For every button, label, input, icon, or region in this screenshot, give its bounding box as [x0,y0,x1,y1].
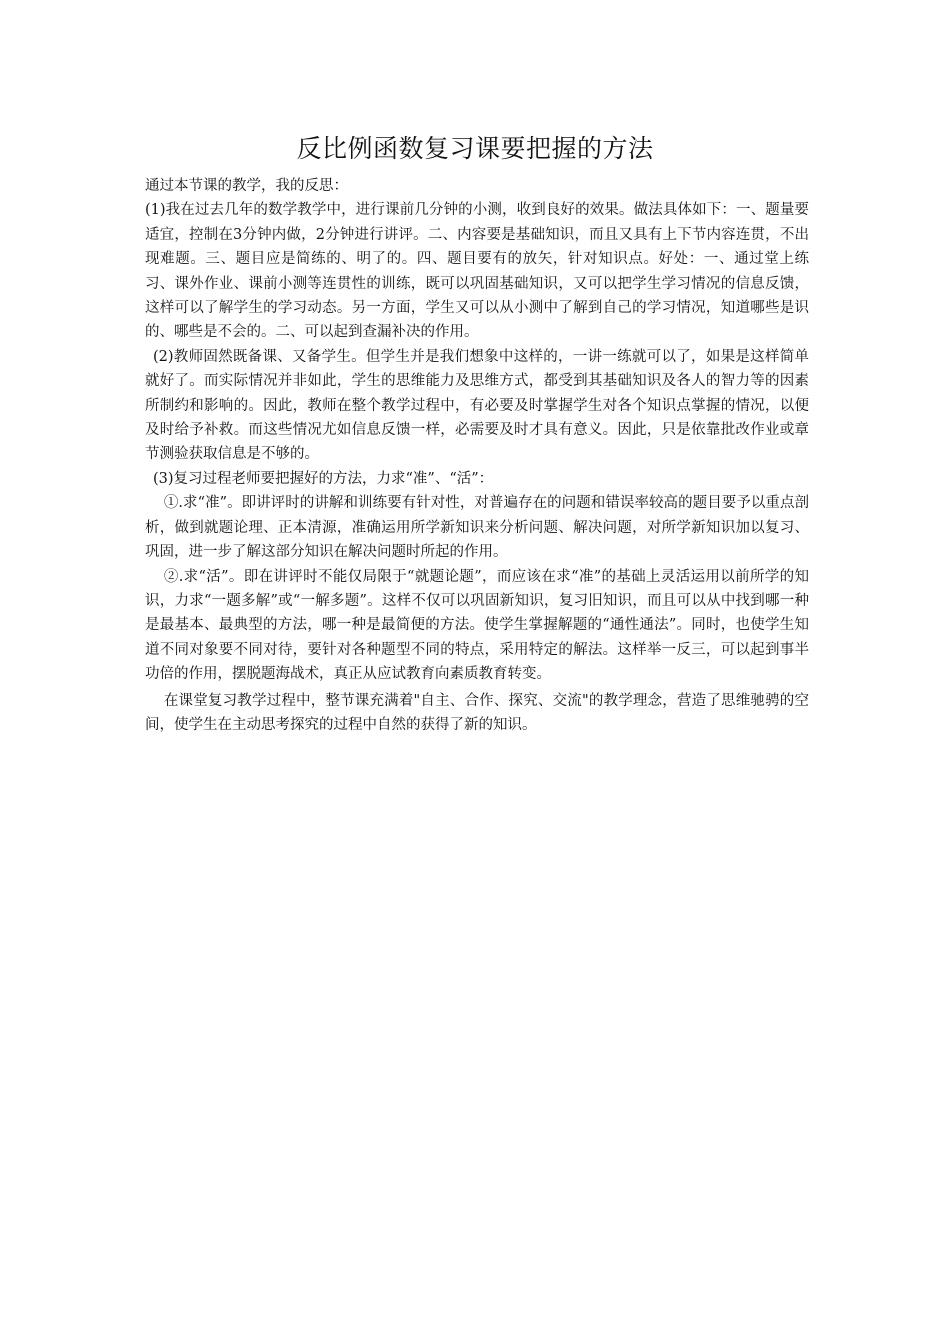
paragraph-2: (2)教师固然既备课、又备学生。但学生并是我们想象中这样的，一讲一练就可以了，如果是这样简单就好了。而实际情况并非如此，学生的思维能力及思维方式，都受到其基础知识及各人的智力等的因素所制约和影响的。因此，教师在整个教学过程中，有必要及时掌握学生对各个知识点掌握的情况，以便及时给予补救。而这些情况尤如信息反馈一样，必需要及时才具有意义。因此，只是依靠批改作业或章节测验获取信息是不够的。 [145,348,809,463]
document-body [145,174,809,737]
paragraph-3-heading: (3)复习过程老师要把握好的方法，力求“准”、“活”： [152,470,494,487]
closing-paragraph: 在课堂复习教学过程中，整节课充满着"自主、合作、探究、交流"的教学理念，营造了思维驰骋的空间，使学生在主动思考探究的过程中自然的获得了新的知识。 [145,692,809,733]
document-title: 反比例函数复习课要把握的方法 [296,134,654,163]
paragraph-3-item-2: ②.求“活”。即在讲评时不能仅局限于“就题论题”，而应该在求“准”的基础上灵活运用以前所学的知识，力求“一题多解”或“一解多题”。这样不仅可以巩固新知识，复习旧知识，而且可以从中找到哪一种是最基本、最典型的方法，哪一种是最简便的方法。使学生掌握解题的“通性通法”。同时，也使学生知道不同对象要不同对待，要针对各种题型不同的特点，采用特定的解法。这样举一反三，可以起到事半功倍的作用，摆脱题海战术，真正从应试教育向素质教育转变。 [145,568,809,683]
paragraph-1: (1)我在过去几年的数学教学中，进行课前几分钟的小测，收到良好的效果。做法具体如下：一、题量要适宜，控制在3分钟内做，2分钟进行讲评。二、内容要是基础知识，而且又具有上下节内容连贯，不出现难题。三、题目应是简练的、明了的。四、题目要有的放矢，针对知识点。好处：一、通过堂上练习、课外作业、课前小测等连贯性的训练，既可以巩固基础知识，又可以把学生学习情况的信息反馈，这样可以了解学生的学习动态。另一方面，学生又可以从小测中了解到自己的学习情况，知道哪些是识的、哪些是不会的。二、可以起到查漏补决的作用。 [145,202,809,341]
intro-paragraph: 通过本节课的教学，我的反思： [145,178,348,194]
paragraph-3-item-1: ①.求“准”。即讲评时的讲解和训练要有针对性，对普遍存在的问题和错误率较高的题目要予以重点剖析，做到就题论理、正本清源，准确运用所学新知识来分析问题、解决问题，对所学新知识加以复习、巩固，进一步了解这部分知识在解决问题时所起的作用。 [145,495,809,561]
